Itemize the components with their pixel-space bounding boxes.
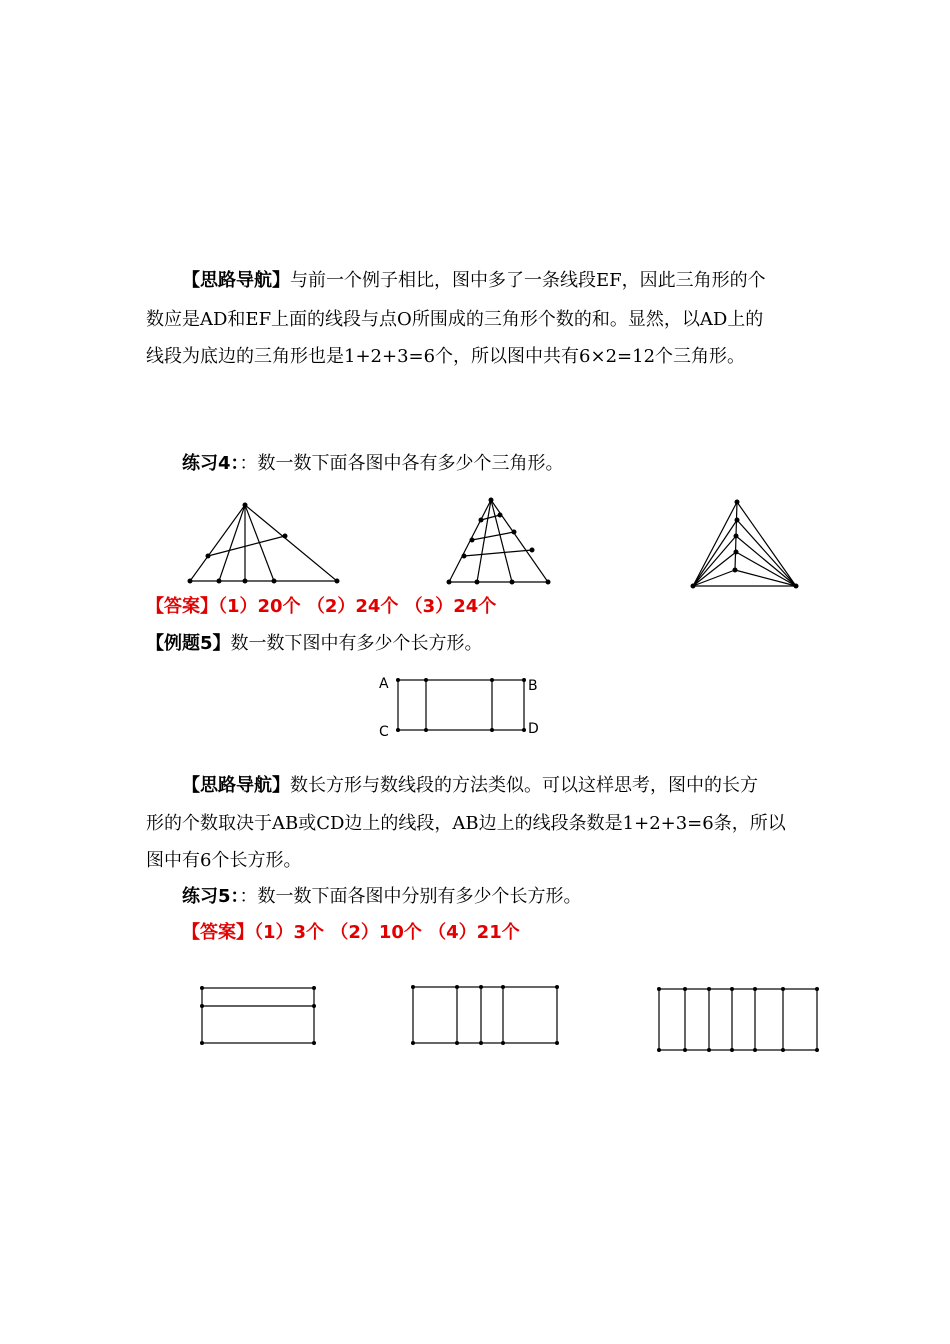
label-d: D [528, 721, 539, 737]
thinking-guide-1-line2: 数应是AD和EF上面的线段与点O所围成的三角形个数的和。显然，以AD上的 [146, 309, 764, 330]
thinking-guide-2-line2: 形的个数取决于AB或CD边上的线段，AB边上的线段条数是1+2+3=6条，所以 [146, 813, 786, 834]
exercise-5-label: 练习5： [182, 886, 240, 907]
exercise-4-answer [146, 596, 496, 618]
thinking-guide-2-line3: 图中有6个长方形。 [146, 850, 302, 871]
rectangle-figure-3 [657, 987, 819, 1052]
example-5-rectangle-figure [379, 676, 539, 740]
example-5-tag: 【例题5】 [146, 633, 231, 654]
exercise-4-label: 练习4： [182, 453, 240, 474]
label-b: B [528, 678, 538, 694]
exercise-5-answer [182, 922, 520, 944]
thinking-guide-1-line3: 线段为底边的三角形也是1+2+3=6个，所以图中共有6×2=12个三角形。 [146, 346, 746, 367]
thinking-guide-2-text1: 数长方形与数线段的方法类似。可以这样思考，图中的长方 [290, 775, 758, 796]
exercise-4-answer-text: （1）20个 （2）24个 （3）24个 [218, 596, 497, 617]
thinking-guide-1-tag: 【思路导航】 [182, 270, 290, 291]
triangle-figure-2-lines [449, 500, 548, 582]
thinking-guide-1-text1: 与前一个例子相比，图中多了一条线段EF，因此三角形的个 [290, 270, 766, 291]
exercise-5-answer-text: （1）3个 （2）10个 （4）21个 [254, 922, 520, 943]
rectangle-figure-2 [411, 985, 559, 1045]
thinking-guide-2-tag: 【思路导航】 [182, 775, 290, 796]
example-5-prompt [146, 633, 483, 655]
exercise-5-text: ：数一数下面各图中分别有多少个长方形。 [239, 886, 582, 907]
label-a: A [379, 676, 389, 692]
triangle-figure-1-points [188, 503, 340, 584]
exercise-4-answer-tag: 【答案】 [146, 596, 218, 617]
exercise-4-text: ：数一数下面各图中各有多少个三角形。 [239, 453, 564, 474]
thinking-guide-2-line1 [182, 775, 758, 797]
rectangle-figure-1 [200, 986, 316, 1045]
triangle-figure-1-lines [190, 505, 337, 581]
example-5-text: 数一数下图中有多少个长方形。 [230, 633, 483, 654]
label-c: C [379, 724, 389, 740]
triangle-figure-3-lines [693, 502, 796, 586]
exercise-5-prompt [182, 886, 582, 908]
exercise-5-answer-tag: 【答案】 [182, 922, 254, 943]
